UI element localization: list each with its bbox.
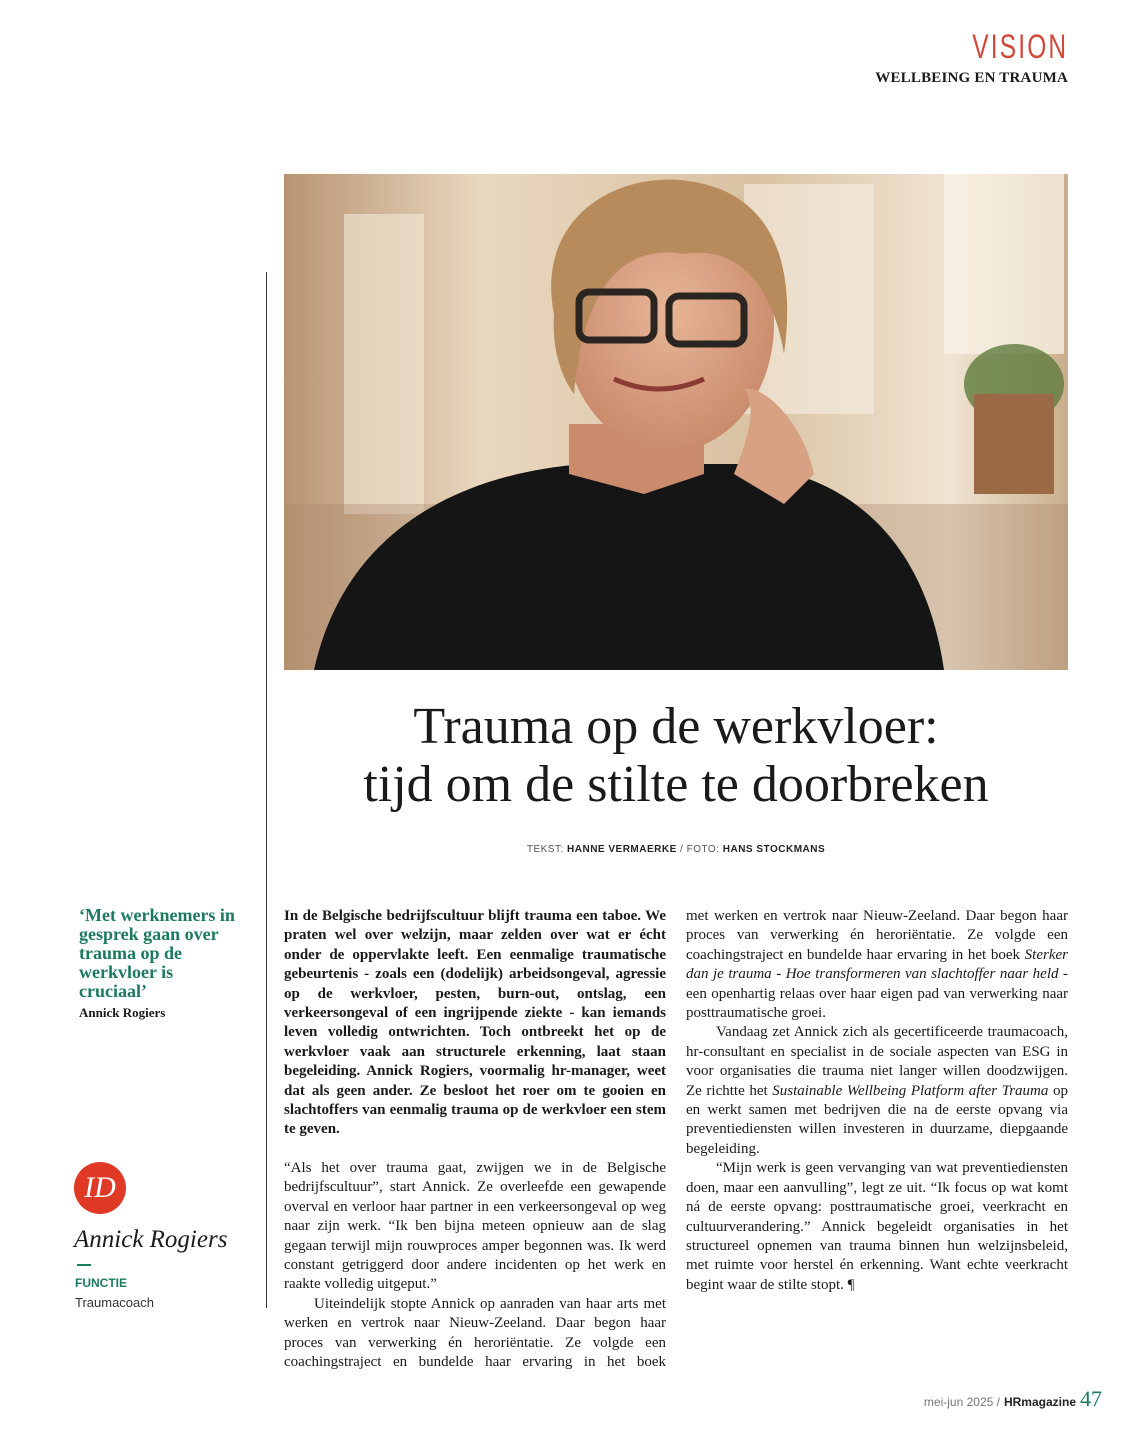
- portrait-photo: [284, 174, 1068, 670]
- pull-quote: ‘Met werknemers in gesprek gaan over trauma op de werkvloer is cruciaal’: [79, 905, 235, 1001]
- text-author: HANNE VERMAERKE: [567, 844, 677, 855]
- article-intro: In de Belgische bedrijfscultuur blijft trauma een taboe. We praten wel over welzijn, maar zelden over wat er écht onder de oppervlakte leeft. Een eenmalige traumatische gebeurtenis - zoals een (dodelijk) arbeidsongeval, agressie op de werkvloer, pesten, burn-out, ontslag, een verkeersongeval of een ingrijpende ziekte - kan iemands leven volledig ontwrichten. Toch ontbreekt het op de werkvloer vaak aan structurele erkenning, laat staan begeleiding. Annick Rogiers, voormalig hr-manager, weet dat als geen ander. Ze besloot het roer om te gooien en slachtoffers van eenmalig trauma op de werkvloer een stem te geven.: [284, 908, 666, 1138]
- article-column-1: [284, 907, 666, 1370]
- paragraph-text: Vandaag zet Annick zich als gecertificeerde traumacoach, hr-consultant en specialist in de sociale aspecten van ESG in voor organisaties die trauma niet langer willen doodzwijgen. Ze richtte het: [686, 1024, 1068, 1099]
- book-title: Sterker dan je trauma - Hoe transformeren van slachtoffer naar held: [686, 946, 1068, 983]
- byline-separator: /: [680, 844, 684, 855]
- photo-label: FOTO:: [686, 844, 720, 855]
- magazine-name: HRmagazine: [1003, 1395, 1076, 1409]
- column-divider: [266, 272, 267, 1308]
- id-badge: ID: [74, 1162, 126, 1214]
- divider-dash: [77, 1264, 91, 1266]
- text-label: TEKST:: [526, 844, 564, 855]
- title-line-2: tijd om de stilte te doorbreken: [363, 756, 989, 813]
- platform-name: Sustainable Wellbeing Platform after Trauma: [772, 1082, 1049, 1099]
- article-paragraph-continued: [284, 1295, 666, 1370]
- article-paragraph: [686, 1023, 1068, 1159]
- article-paragraph: “Als het over trauma gaat, zwijgen we in de Belgische bedrijfscultuur”, start Annick. Ze overleefde een gewapende overval en verloor haar partner in een verkeersongeval op weg naar zijn werk. “Ik ben bijna meteen opnieuw aan de slag gegaan terwijl mijn rouwproces amper begonnen was. Ik werd constant getriggerd door andere incidenten op het werk en raakte volledig uitgeput.”: [284, 1159, 666, 1293]
- article-paragraph: [686, 907, 1068, 1023]
- paragraph-text: op en werkt samen met bedrijven die na de eerste opvang via preventiediensten willen investeren in duurzame, diepgaande begeleiding.: [686, 1082, 1068, 1157]
- page-number: 47: [1080, 1386, 1102, 1411]
- subsection-label: WELLBEING EN TRAUMA: [875, 70, 1068, 86]
- photo-author: HANS STOCKMANS: [722, 844, 826, 855]
- paragraph-text: - een openhartig relaas over haar eigen pad van verwerking naar posttraumatische groei.: [686, 966, 1069, 1022]
- title-line-1: Trauma op de werkvloer:: [413, 698, 939, 755]
- function-label: FUNCTIE: [75, 1276, 127, 1290]
- article-column-2: [686, 907, 1068, 1295]
- portrait-illustration: [284, 174, 1068, 670]
- paragraph-text: Uiteindelijk stopte Annick op aanraden van haar arts met werken en vertrok naar Nieuw-Zeeland. Daar begon haar proces van verwerking én heroriëntatie. Ze volgde een coachingstraject en bundelde haar ervaring in het boek: [284, 1295, 666, 1370]
- section-label: VISION: [972, 28, 1068, 66]
- byline: [284, 844, 1068, 855]
- issue-date: mei-jun 2025 /: [923, 1395, 1000, 1409]
- article-title: [284, 698, 1068, 814]
- function-value: Traumacoach: [75, 1295, 154, 1310]
- page-footer: [924, 1386, 1102, 1412]
- article-paragraph: “Mijn werk is geen vervanging van wat preventiediensten doen, maar een aanvulling”, legt ze uit. “Ik focus op wat komt ná de eerste opvang: posttraumatische groei, veerkracht en cultuurverandering.” Annick begeleidt organisaties in het structureel opnemen van trauma binnen hun welzijnsbeleid, met ruimte voor herstel én erkenning. Want echte veerkracht begint waar de stilte stopt. ¶: [686, 1160, 1068, 1293]
- book-intro-text: met werken en vertrok naar Nieuw-Zeeland. Daar begon haar proces van verwerking én heroriëntatie. Ze volgde een coachingstraject en bundelde haar ervaring in het boek: [686, 908, 1068, 963]
- pull-quote-author: Annick Rogiers: [79, 1005, 166, 1020]
- person-name: Annick Rogiers: [74, 1226, 228, 1253]
